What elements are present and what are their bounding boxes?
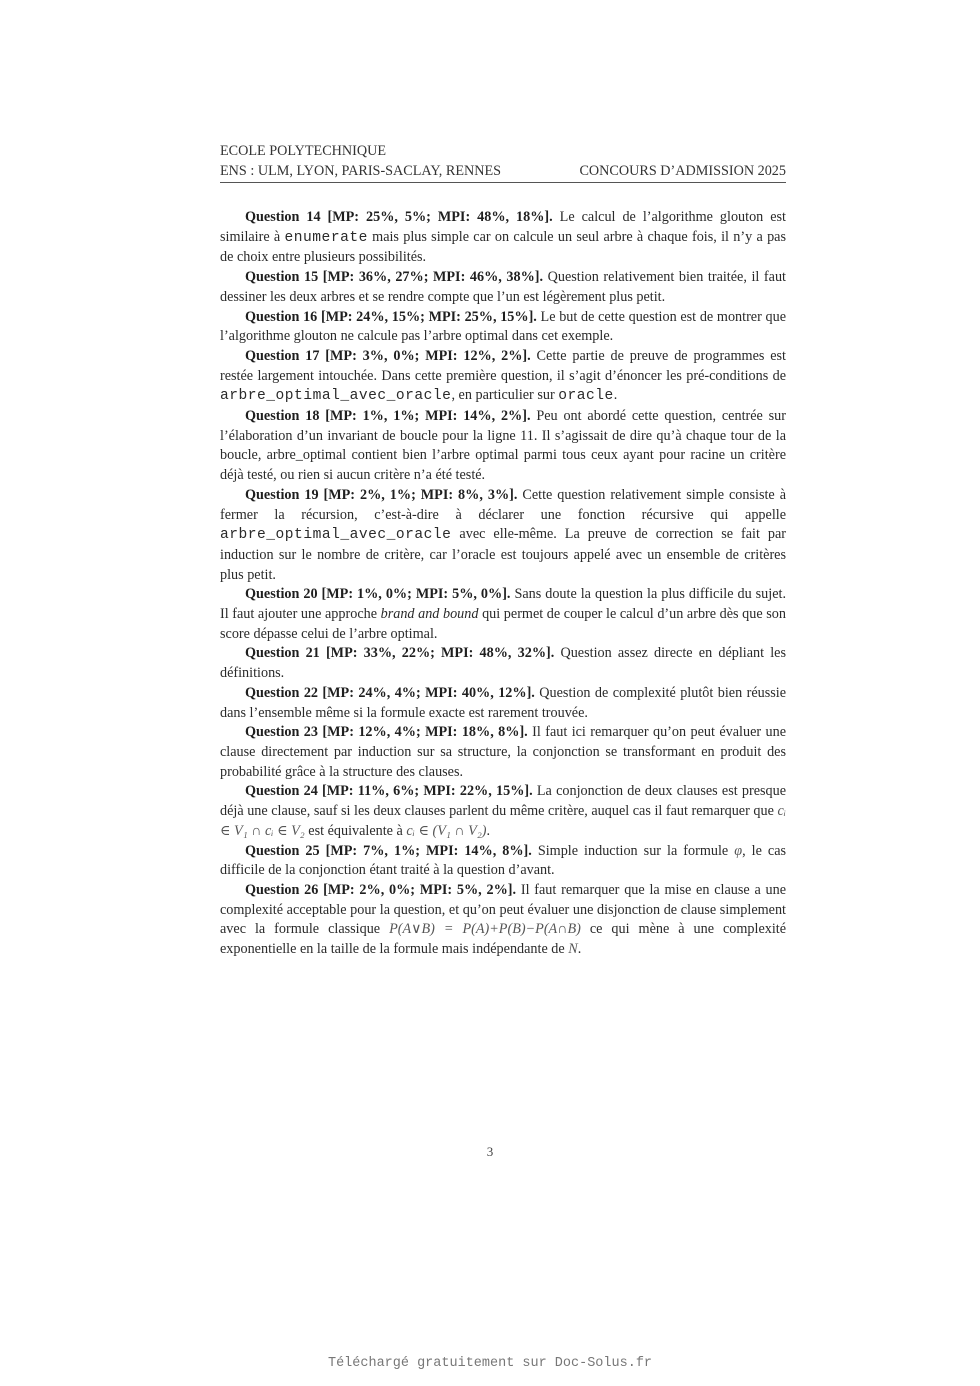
code: enumerate (284, 229, 368, 246)
code: arbre_optimal_avec_oracle (220, 527, 452, 544)
text: . (577, 941, 582, 958)
text: Question assez directe en dépliant les définitions. (220, 645, 786, 682)
code: arbre_optimal_avec_oracle (220, 388, 452, 405)
text: qui permet de couper le calcul d’un arbre dès que son score dépasse celui de l’arbre optimal. (220, 606, 786, 642)
question-20 (220, 585, 786, 644)
math-formula: P(A∨B) = P(A)+P(B)−P(A∩B) (389, 921, 581, 938)
math-formula: φ (734, 842, 743, 859)
question-16 (220, 308, 786, 347)
text: Sans doute la question la plus difficile du sujet. Il faut ajouter une approche (220, 586, 786, 623)
report-body (220, 208, 786, 960)
text: ce qui mène à une complexité exponentielle en la taille de la formule mais indépendante de (220, 921, 787, 958)
text: Peu ont abordé cette question, centrée sur l’élaboration d’un invariant de boucle pour la ligne 11. Il s’agissait de dire qu’à chaque tour de la boucle, arbre_optimal contient bien l’arbre optimal parmi tous ceux ayant pour racine un critère déjà testé, ou rien si aucun critère n’a été testé. (220, 408, 786, 484)
emphasis: brand and bound (380, 606, 479, 623)
question-15 (220, 268, 786, 307)
download-footer: Téléchargé gratuitement sur Doc-Solus.fr (327, 1356, 653, 1371)
text: La conjonction de deux clauses est presque déjà une clause, sauf si les deux clauses parlent du même critère, auquel cas il faut remarquer que (220, 783, 786, 820)
text: Le calcul de l’algorithme glouton est similaire à (220, 209, 786, 245)
text: Question relativement bien traitée, il faut dessiner les deux arbres et se rendre compte que l’un est légèrement plus petit. (220, 269, 786, 305)
question-heading: Question 19 [MP: 2%, 1%; MPI: 8%, 3%]. (245, 486, 518, 503)
math-formula: cᵢ ∈ (V₁ ∩ V₂) (406, 822, 487, 839)
text: mais plus simple car on calcule un seul arbre à chaque fois, il n’y a pas de choix entre plusieurs possibilités. (220, 228, 786, 266)
question-heading: Question 14 [MP: 25%, 5%; MPI: 48%, 18%]. (245, 209, 553, 225)
question-heading: Question 20 [MP: 1%, 0%; MPI: 5%, 0%]. (245, 586, 511, 603)
question-heading: Question 22 [MP: 24%, 4%; MPI: 40%, 12%]. (245, 684, 535, 701)
text: , en particulier sur (451, 387, 559, 404)
question-heading: Question 23 [MP: 12%, 4%; MPI: 18%, 8%]. (245, 724, 528, 741)
question-heading: Question 15 [MP: 36%, 27%; MPI: 46%, 38%]. (245, 269, 544, 286)
question-heading: Question 17 [MP: 3%, 0%; MPI: 12%, 2%]. (245, 347, 531, 364)
text: avec elle-même. La preuve de correction se fait par induction sur le nombre de critère, car l’oracle est toujours appelé avec un ensemble de critères plus petit. (220, 526, 786, 583)
page-header (220, 142, 786, 183)
text: est équivalente à (304, 822, 407, 839)
question-heading: Question 26 [MP: 2%, 0%; MPI: 5%, 2%]. (245, 881, 517, 898)
text: Simple induction sur la formule (531, 842, 735, 859)
header-ens: ENS : ULM, LYON, PARIS-SACLAY, RENNES (220, 162, 502, 179)
question-26 (220, 881, 786, 960)
text: Il faut remarquer que la mise en clause a une complexité acceptable pour la question, et qu’on peut évaluer une disjonction de clause simplement avec la formule classique (220, 881, 786, 938)
code: oracle (558, 388, 614, 405)
text: Cette question relativement simple consiste à fermer la récursion, c’est-à-dire à déclarer une fonction récursive qui appelle (220, 486, 786, 523)
question-heading: Question 25 [MP: 7%, 1%; MPI: 14%, 8%]. (245, 842, 532, 859)
text: Il faut ici remarquer qu’on peut évaluer une clause directement par induction sur sa structure, la conjonction se transformant en produit des probabilité grâce à la structure des clauses. (220, 724, 786, 780)
header-concours: CONCOURS D’ADMISSION 2025 (579, 162, 786, 179)
question-heading: Question 16 [MP: 24%, 15%; MPI: 25%, 15%]. (245, 308, 537, 325)
text: . (613, 387, 618, 404)
header-rule (220, 182, 786, 183)
question-22 (220, 684, 786, 723)
question-heading: Question 24 [MP: 11%, 6%; MPI: 22%, 15%]. (245, 783, 533, 800)
question-18 (220, 407, 786, 486)
question-19 (220, 486, 786, 586)
question-23 (220, 723, 786, 782)
math-formula: cᵢ ∈ V₁ ∩ cᵢ ∈ V₂ (220, 803, 786, 839)
question-24 (220, 782, 786, 841)
text: , le cas difficile de la conjonction étant traité à la question d’avant. (220, 842, 787, 879)
question-17 (220, 347, 786, 407)
text: Le but de cette question est de montrer que l’algorithme glouton ne calcule pas l’arbre optimal dans cet exemple. (220, 308, 786, 345)
question-21 (220, 644, 786, 683)
text: Cette partie de preuve de programmes est restée largement intouchée. Dans cette première question, il s’agit d’énoncer les pré-conditions de (220, 347, 786, 384)
header-school: ECOLE POLYTECHNIQUE (220, 143, 387, 159)
text: Question de complexité plutôt bien réussie dans l’ensemble même si la formule exacte est rarement trouvée. (220, 684, 786, 721)
question-heading: Question 18 [MP: 1%, 1%; MPI: 14%, 2%]. (245, 408, 531, 425)
question-14 (220, 208, 786, 268)
math-formula: N (568, 941, 578, 958)
question-heading: Question 21 [MP: 33%, 22%; MPI: 48%, 32%]. (245, 645, 555, 662)
page-number: 3 (486, 1144, 494, 1159)
text: . (486, 822, 491, 839)
question-25 (220, 842, 786, 881)
